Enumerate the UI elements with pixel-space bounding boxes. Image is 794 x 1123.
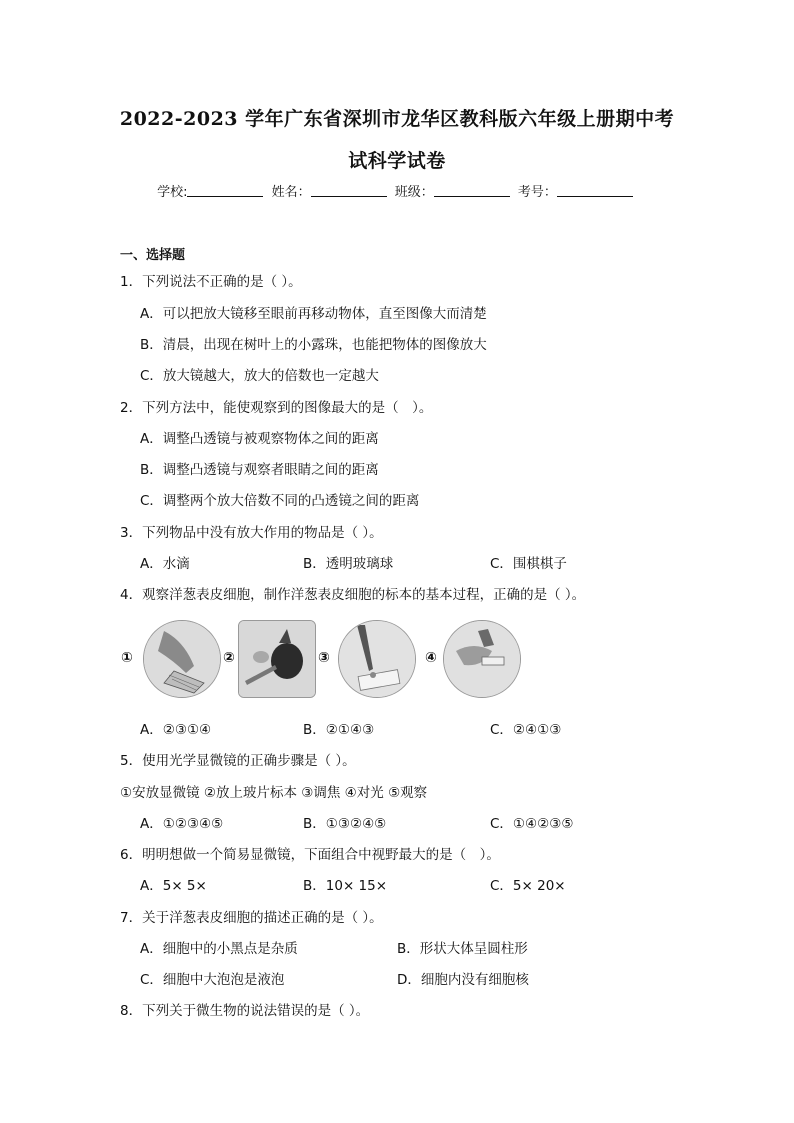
school-label: 学校: — [157, 185, 188, 200]
q2-option-b[interactable]: B．调整凸透镜与观察者眼睛之间的距离 — [140, 462, 379, 478]
q5-steps: ①安放显微镜 ②放上玻片标本 ③调焦 ④对光 ⑤观察 — [120, 785, 428, 801]
q7-option-a[interactable]: A．细胞中的小黑点是杂质 — [140, 941, 298, 957]
q1-option-a[interactable]: A．可以把放大镜移至眼前再移动物体，直至图像大而清楚 — [140, 306, 487, 322]
q3-option-c[interactable]: C．围棋棋子 — [490, 556, 567, 572]
q7-option-c[interactable]: C．细胞中大泡泡是液泡 — [140, 972, 285, 988]
q5-option-c[interactable]: C．①④②③⑤ — [490, 816, 574, 832]
q8-stem: 8．下列关于微生物的说法错误的是（ ）。 — [120, 1003, 370, 1019]
exam-no-label: 考号： — [517, 185, 557, 200]
q6-stem: 6．明明想做一个简易显微镜，下面组合中视野最大的是（ ）。 — [120, 847, 500, 863]
q6-option-b[interactable]: B．10× 15× — [303, 878, 388, 894]
q4-image-3 — [338, 620, 416, 698]
q5-option-a[interactable]: A．①②③④⑤ — [140, 816, 224, 832]
name-label: 姓名： — [271, 185, 311, 200]
q6-option-a[interactable]: A．5× 5× — [140, 878, 207, 894]
q2-option-a[interactable]: A．调整凸透镜与被观察物体之间的距离 — [140, 431, 379, 447]
q4-stem: 4．观察洋葱表皮细胞，制作洋葱表皮细胞的标本的基本过程，正确的是（ ）。 — [120, 587, 586, 603]
q7-option-b[interactable]: B．形状大体呈圆柱形 — [397, 941, 528, 957]
q1-option-b[interactable]: B．清晨，出现在树叶上的小露珠，也能把物体的图像放大 — [140, 337, 487, 353]
student-info-line — [0, 181, 794, 200]
q2-stem: 2．下列方法中，能使观察到的图像最大的是（ ）。 — [120, 400, 433, 416]
q4-image-label-4: ④ — [425, 650, 437, 666]
school-blank[interactable] — [187, 184, 263, 197]
q7-stem: 7．关于洋葱表皮细胞的描述正确的是（ ）。 — [120, 910, 383, 926]
q4-image-1 — [143, 620, 221, 698]
q4-image-2 — [238, 620, 316, 698]
exam-no-blank[interactable] — [557, 184, 633, 197]
q3-option-b[interactable]: B．透明玻璃球 — [303, 556, 394, 572]
q5-stem: 5．使用光学显微镜的正确步骤是（ ）。 — [120, 753, 356, 769]
class-blank[interactable] — [434, 184, 510, 197]
q4-image-label-3: ③ — [318, 650, 330, 666]
q4-option-c[interactable]: C．②④①③ — [490, 722, 562, 738]
q6-option-c[interactable]: C．5× 20× — [490, 878, 566, 894]
name-blank[interactable] — [311, 184, 387, 197]
q1-stem: 1．下列说法不正确的是（ ）。 — [120, 274, 302, 290]
q2-option-c[interactable]: C．调整两个放大倍数不同的凸透镜之间的距离 — [140, 493, 420, 509]
q1-option-c[interactable]: C．放大镜越大，放大的倍数也一定越大 — [140, 368, 379, 384]
q3-stem: 3．下列物品中没有放大作用的物品是（ ）。 — [120, 525, 383, 541]
q4-option-a[interactable]: A．②③①④ — [140, 722, 212, 738]
exam-title-line2: 试科学试卷 — [348, 150, 446, 172]
q4-image-label-2: ② — [223, 650, 235, 666]
q4-option-b[interactable]: B．②①④③ — [303, 722, 375, 738]
exam-title-line1: 2022-2023 学年广东省深圳市龙华区教科版六年级上册期中考 — [119, 108, 675, 130]
q3-option-a[interactable]: A．水滴 — [140, 556, 190, 572]
section-heading: 一、选择题 — [120, 248, 186, 263]
class-label: 班级： — [394, 185, 434, 200]
q4-image-label-1: ① — [121, 650, 133, 666]
q4-image-4 — [443, 620, 521, 698]
q5-option-b[interactable]: B．①③②④⑤ — [303, 816, 387, 832]
q7-option-d[interactable]: D．细胞内没有细胞核 — [397, 972, 529, 988]
